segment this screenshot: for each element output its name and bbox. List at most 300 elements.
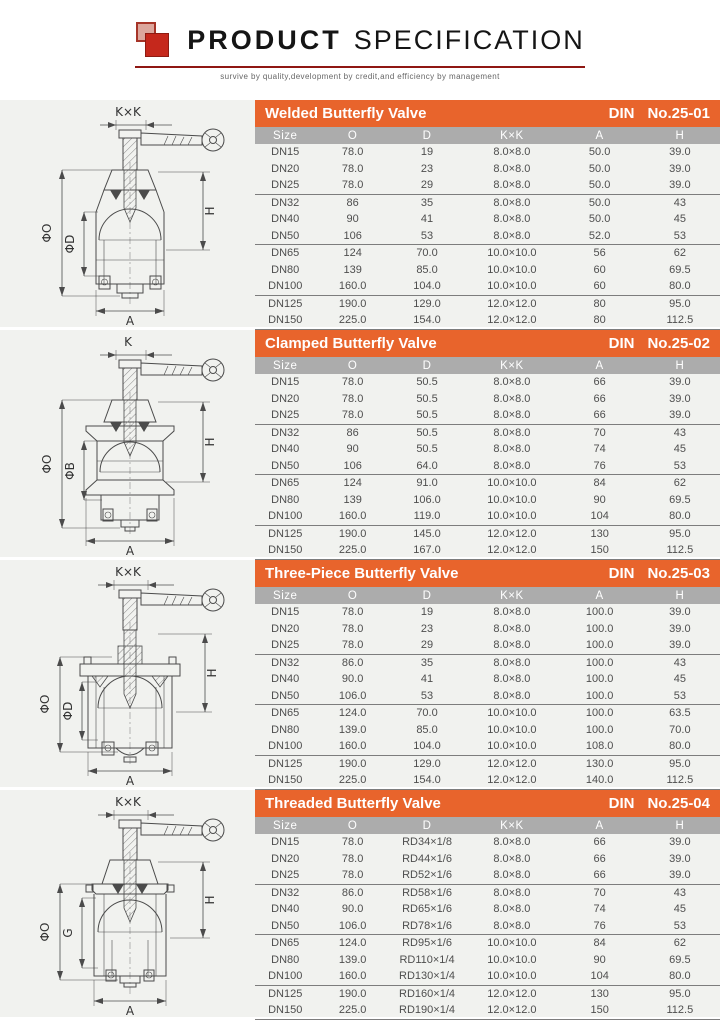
col-header-o: O — [315, 587, 389, 604]
spec-cell: 106 — [343, 229, 362, 242]
spec-cell: 10.0×10.0 — [487, 953, 537, 966]
dim-label-right: H — [203, 895, 217, 905]
spec-cell: 56 — [560, 245, 640, 262]
spec-cell: 8.0×8.0 — [493, 673, 531, 685]
spec-cell: 80.0 — [669, 740, 691, 752]
spec-cell: 130 — [560, 525, 640, 542]
spec-cell: 160.0 — [338, 510, 367, 522]
table-row — [255, 492, 720, 509]
spec-cell: 41 — [420, 213, 434, 225]
spec-cell: DN100 — [268, 280, 303, 292]
spec-cell: DN50 — [271, 229, 300, 242]
spec-cell: 8.0×8.0 — [464, 194, 559, 211]
spec-cell: 62 — [640, 245, 720, 262]
spec-cell: 70.0 — [390, 245, 464, 262]
spec-cell: 8.0×8.0 — [493, 179, 531, 191]
col-header-d: D — [390, 357, 464, 374]
spec-cell: DN150 — [255, 312, 315, 329]
spec-cell: DN32 — [255, 424, 315, 441]
spec-cell: 100.0 — [585, 606, 614, 618]
table-row — [255, 458, 720, 475]
spec-cell: 69.5 — [669, 953, 691, 966]
column-header-row — [255, 587, 720, 604]
col-header-a: A — [560, 127, 640, 144]
spec-cell: 190.0 — [315, 295, 389, 312]
spec-cell: 39.0 — [669, 376, 691, 388]
spec-cell: 78.0 — [341, 639, 364, 651]
dim-label-bottom: A — [125, 774, 135, 787]
spec-cell: 167.0 — [390, 542, 464, 559]
spec-cell: DN20 — [271, 392, 300, 405]
spec-cell: 8.0×8.0 — [493, 213, 531, 225]
spec-cell: DN80 — [271, 263, 300, 276]
spec-cell: DN80 — [271, 953, 300, 966]
table-row — [255, 211, 720, 228]
col-header-kxk: K×K — [464, 357, 559, 374]
dim-label-inner: ΦD — [61, 701, 75, 721]
spec-cell: 130.0 — [560, 755, 640, 772]
spec-cell: 104 — [590, 970, 609, 982]
spec-cell: DN150 — [255, 542, 315, 559]
spec-cell: 12.0×12.0 — [464, 755, 559, 772]
spec-cell: RD78×1/6 — [402, 919, 452, 932]
spec-cell: DN65 — [255, 935, 315, 952]
spec-cell: 62 — [640, 935, 720, 952]
spec-cell: 12.0×12.0 — [464, 985, 559, 1002]
spec-cell: 124.0 — [315, 935, 389, 952]
spec-cell: 70.0 — [669, 723, 691, 736]
table-row — [255, 161, 720, 178]
page-title — [187, 25, 585, 56]
valve-drawing-three-piece — [0, 560, 255, 787]
spec-cell: 70 — [560, 424, 640, 441]
table-row — [255, 374, 720, 391]
spec-cell: DN125 — [255, 985, 315, 1002]
spec-cell: 95.0 — [640, 985, 720, 1002]
spec-cell: 8.0×8.0 — [464, 884, 559, 901]
spec-cell: 70.0 — [390, 705, 464, 722]
spec-cell: DN25 — [271, 639, 300, 651]
dim-label-top: K×K — [115, 795, 141, 809]
spec-cell: DN40 — [271, 903, 300, 915]
spec-cell: 66 — [593, 409, 606, 421]
dim-label-right: H — [205, 668, 219, 678]
spec-cell: 124.0 — [315, 705, 389, 722]
spec-table-body — [255, 374, 720, 559]
spec-table-welded — [255, 100, 720, 327]
table-row — [255, 851, 720, 868]
table-row — [255, 278, 720, 295]
table-row — [255, 834, 720, 851]
spec-cell: 50.5 — [416, 392, 438, 405]
table-row — [255, 441, 720, 458]
spec-cell: 45 — [673, 443, 686, 455]
spec-cell: 12.0×12.0 — [464, 772, 559, 789]
spec-cell: 39.0 — [669, 606, 691, 618]
spec-cell: DN32 — [255, 884, 315, 901]
spec-cell: RD65×1/6 — [402, 903, 452, 915]
table-title: Welded Butterfly Valve — [265, 105, 427, 122]
table-row — [255, 407, 720, 424]
table-title-bar — [255, 560, 720, 587]
drawing-panel-three-piece — [0, 560, 255, 787]
spec-cell: DN100 — [268, 970, 303, 982]
spec-cell: 190.0 — [315, 525, 389, 542]
dim-label-outer: ΦO — [38, 694, 52, 714]
spec-cell: 53 — [420, 689, 434, 702]
spec-cell: DN125 — [255, 755, 315, 772]
dimension-table — [255, 817, 720, 1020]
spec-cell: 69.5 — [669, 263, 691, 276]
table-row — [255, 194, 720, 211]
spec-cell: 100.0 — [585, 639, 614, 651]
spec-cell: 50.0 — [588, 179, 611, 191]
header-divider — [135, 66, 585, 68]
dim-label-top: K×K — [115, 565, 141, 579]
dim-label-outer: ΦO — [40, 454, 54, 474]
spec-cell: 8.0×8.0 — [493, 376, 531, 388]
spec-cell: 95.0 — [640, 755, 720, 772]
spec-cell: 12.0×12.0 — [464, 1002, 559, 1019]
spec-cell: DN15 — [271, 146, 300, 158]
din-number: No.25-01 — [647, 105, 710, 122]
dim-label-top: K×K — [115, 105, 141, 119]
spec-cell: 76 — [593, 919, 606, 932]
spec-cell: 66 — [593, 392, 606, 405]
spec-cell: 50.5 — [416, 409, 438, 421]
spec-table-body — [255, 834, 720, 1019]
spec-cell: 39.0 — [669, 869, 691, 881]
spec-cell: 35 — [390, 654, 464, 671]
spec-cell: DN125 — [255, 295, 315, 312]
table-row — [255, 177, 720, 194]
spec-cell: 106.0 — [338, 689, 367, 702]
spec-cell: 106 — [343, 459, 362, 472]
spec-cell: 53 — [673, 919, 686, 932]
spec-cell: RD34×1/8 — [402, 836, 452, 848]
spec-cell: 63.5 — [640, 705, 720, 722]
spec-cell: 108.0 — [585, 740, 614, 752]
spec-cell: 43 — [640, 194, 720, 211]
spec-cell: 39.0 — [669, 836, 691, 848]
column-header-row — [255, 817, 720, 834]
spec-cell: 100.0 — [585, 622, 614, 635]
spec-cell: 10.0×10.0 — [487, 970, 537, 982]
spec-cell: DN65 — [255, 245, 315, 262]
spec-cell: 139.0 — [338, 723, 367, 736]
col-header-kxk: K×K — [464, 817, 559, 834]
spec-cell: DN80 — [271, 493, 300, 506]
spec-cell: 100.0 — [585, 673, 614, 685]
spec-cell: 124 — [315, 245, 389, 262]
spec-cell: DN20 — [271, 852, 300, 865]
col-header-o: O — [315, 357, 389, 374]
table-title: Three-Piece Butterfly Valve — [265, 565, 459, 582]
dimension-table — [255, 127, 720, 330]
table-row — [255, 1002, 720, 1019]
dim-label-inner: G — [61, 928, 75, 938]
spec-table-clamped — [255, 330, 720, 557]
spec-cell: 8.0×8.0 — [493, 606, 531, 618]
spec-cell: 50.0 — [560, 194, 640, 211]
din-number: No.25-03 — [647, 565, 710, 582]
spec-cell: 23 — [420, 162, 434, 175]
col-header-h: H — [640, 817, 720, 834]
spec-cell: DN125 — [255, 525, 315, 542]
table-title: Clamped Butterfly Valve — [265, 335, 437, 352]
table-row — [255, 262, 720, 279]
spec-cell: DN100 — [268, 510, 303, 522]
dim-label-bottom: A — [125, 314, 135, 327]
spec-cell: DN50 — [271, 459, 300, 472]
spec-cell: 190.0 — [315, 755, 389, 772]
spec-cell: 190.0 — [315, 985, 389, 1002]
spec-cell: DN32 — [255, 194, 315, 211]
table-row — [255, 722, 720, 739]
spec-cell: 78.0 — [341, 836, 364, 848]
spec-cell: DN150 — [255, 772, 315, 789]
spec-cell: 8.0×8.0 — [493, 146, 531, 158]
spec-cell: 145.0 — [390, 525, 464, 542]
spec-cell: 10.0×10.0 — [464, 245, 559, 262]
spec-table-three-piece — [255, 560, 720, 787]
col-header-h: H — [640, 587, 720, 604]
spec-cell: 8.0×8.0 — [464, 424, 559, 441]
table-row — [255, 935, 720, 952]
spec-cell: 62 — [640, 475, 720, 492]
dim-label-inner: ΦD — [63, 234, 77, 254]
col-header-size: Size — [255, 817, 315, 834]
drawing-panel-threaded — [0, 790, 255, 1017]
col-header-a: A — [560, 817, 640, 834]
spec-cell: 140.0 — [560, 772, 640, 789]
table-row — [255, 144, 720, 161]
spec-cell: 78.0 — [341, 852, 364, 865]
spec-cell: 90 — [593, 493, 606, 506]
spec-cell: RD160×1/4 — [390, 985, 464, 1002]
dim-label-right: H — [203, 206, 217, 216]
col-header-size: Size — [255, 587, 315, 604]
table-row — [255, 424, 720, 441]
col-header-d: D — [390, 587, 464, 604]
table-row — [255, 637, 720, 654]
logo-front-square — [145, 33, 169, 57]
spec-cell: 43 — [640, 424, 720, 441]
spec-cell: 8.0×8.0 — [493, 919, 531, 932]
spec-cell: 129.0 — [390, 295, 464, 312]
spec-table-body — [255, 144, 720, 329]
spec-cell: DN32 — [255, 654, 315, 671]
table-row — [255, 508, 720, 525]
spec-cell: 86.0 — [315, 654, 389, 671]
page-title-bold: PRODUCT — [187, 25, 342, 55]
spec-cell: DN65 — [255, 475, 315, 492]
spec-cell: 160.0 — [338, 970, 367, 982]
spec-cell: DN40 — [271, 673, 300, 685]
spec-cell: 53 — [673, 459, 686, 472]
spec-cell: 84 — [560, 935, 640, 952]
spec-cell: 78.0 — [341, 606, 364, 618]
spec-cell: 8.0×8.0 — [493, 639, 531, 651]
drawing-panel-clamped — [0, 330, 255, 557]
col-header-a: A — [560, 587, 640, 604]
valve-drawing-welded — [0, 100, 255, 327]
spec-cell: 53 — [673, 689, 686, 702]
table-row — [255, 621, 720, 638]
column-header-row — [255, 357, 720, 374]
spec-cell: 78.0 — [341, 146, 364, 158]
spec-cell: DN15 — [271, 606, 300, 618]
spec-cell: 104 — [590, 510, 609, 522]
spec-cell: 45 — [673, 213, 686, 225]
spec-cell: 80.0 — [669, 970, 691, 982]
spec-cell: 160.0 — [338, 740, 367, 752]
spec-cell: 90.0 — [341, 903, 364, 915]
spec-cell: 106.0 — [413, 493, 441, 506]
dim-label-right: H — [203, 437, 217, 447]
col-header-h: H — [640, 127, 720, 144]
spec-cell: 10.0×10.0 — [464, 475, 559, 492]
col-header-o: O — [315, 127, 389, 144]
table-row — [255, 688, 720, 705]
spec-cell: DN150 — [255, 1002, 315, 1019]
spec-cell: 53 — [673, 229, 686, 242]
dim-label-bottom: A — [125, 544, 135, 557]
spec-cell: 50.5 — [390, 424, 464, 441]
table-row — [255, 867, 720, 884]
drawing-panel-welded — [0, 100, 255, 327]
spec-cell: 45 — [673, 673, 686, 685]
spec-cell: 69.5 — [669, 493, 691, 506]
spec-cell: 19 — [420, 146, 434, 158]
spec-cell: DN20 — [271, 162, 300, 175]
table-row — [255, 542, 720, 559]
spec-cell: 124 — [315, 475, 389, 492]
spec-cell: 70 — [560, 884, 640, 901]
spec-cell: 10.0×10.0 — [464, 705, 559, 722]
din-label: DIN — [608, 795, 635, 812]
col-header-kxk: K×K — [464, 587, 559, 604]
spec-cell: 119.0 — [413, 510, 441, 522]
spec-cell: 66 — [593, 852, 606, 865]
spec-cell: 8.0×8.0 — [493, 409, 531, 421]
dim-label-outer: ΦO — [40, 223, 54, 243]
spec-cell: 78.0 — [341, 869, 364, 881]
column-header-row — [255, 127, 720, 144]
content — [0, 100, 720, 1017]
spec-cell: 10.0×10.0 — [487, 493, 537, 506]
col-header-d: D — [390, 127, 464, 144]
spec-cell: 12.0×12.0 — [464, 295, 559, 312]
spec-cell: 39.0 — [669, 146, 691, 158]
spec-cell: RD95×1/6 — [390, 935, 464, 952]
spec-cell: 80 — [560, 295, 640, 312]
spec-cell: 39.0 — [669, 639, 691, 651]
spec-cell: 74 — [593, 443, 606, 455]
spec-cell: 8.0×8.0 — [493, 162, 531, 175]
spec-cell: 64.0 — [416, 459, 438, 472]
table-row — [255, 604, 720, 621]
spec-cell: 90.0 — [341, 673, 364, 685]
spec-cell: 8.0×8.0 — [464, 654, 559, 671]
spec-cell: 39.0 — [669, 852, 691, 865]
spec-cell: DN25 — [271, 409, 300, 421]
col-header-d: D — [390, 817, 464, 834]
spec-cell: 8.0×8.0 — [493, 852, 531, 865]
spec-cell: 10.0×10.0 — [487, 263, 537, 276]
spec-cell: 95.0 — [640, 295, 720, 312]
spec-cell: 80.0 — [669, 510, 691, 522]
spec-cell: 90 — [593, 953, 606, 966]
spec-cell: 150 — [560, 542, 640, 559]
spec-cell: 100.0 — [560, 654, 640, 671]
spec-cell: 78.0 — [341, 162, 364, 175]
spec-cell: 86 — [315, 194, 389, 211]
valve-drawing-clamped — [0, 330, 255, 557]
spec-cell: 225.0 — [315, 772, 389, 789]
spec-cell: 39.0 — [669, 179, 691, 191]
spec-cell: 66 — [593, 376, 606, 388]
table-row — [255, 985, 720, 1002]
spec-cell: 10.0×10.0 — [487, 510, 537, 522]
spec-cell: 39.0 — [669, 162, 691, 175]
spec-cell: 90 — [346, 213, 359, 225]
spec-cell: 76 — [593, 459, 606, 472]
spec-cell: 8.0×8.0 — [493, 869, 531, 881]
spec-cell: 8.0×8.0 — [493, 229, 531, 242]
spec-cell: 50.0 — [588, 213, 611, 225]
spec-cell: 53 — [420, 229, 434, 242]
spec-cell: 112.5 — [640, 1002, 720, 1019]
spec-cell: 154.0 — [390, 772, 464, 789]
table-row — [255, 705, 720, 722]
spec-cell: 39.0 — [669, 409, 691, 421]
spec-cell: DN15 — [271, 376, 300, 388]
spec-cell: 86.0 — [315, 884, 389, 901]
section-clamped — [0, 330, 720, 557]
col-header-h: H — [640, 357, 720, 374]
spec-cell: 43 — [640, 884, 720, 901]
spec-cell: 80.0 — [669, 280, 691, 292]
spec-cell: 66 — [593, 836, 606, 848]
din-number: No.25-02 — [647, 335, 710, 352]
spec-cell: 10.0×10.0 — [487, 740, 537, 752]
spec-cell: 43 — [640, 654, 720, 671]
spec-cell: DN50 — [271, 689, 300, 702]
spec-cell: DN65 — [255, 705, 315, 722]
spec-cell: RD58×1/6 — [390, 884, 464, 901]
col-header-size: Size — [255, 357, 315, 374]
spec-cell: 66 — [593, 869, 606, 881]
din-label: DIN — [608, 335, 635, 352]
spec-cell: 60 — [593, 280, 606, 292]
spec-cell: 50.5 — [416, 376, 438, 388]
spec-cell: 225.0 — [315, 542, 389, 559]
spec-cell: DN25 — [271, 179, 300, 191]
spec-cell: DN50 — [271, 919, 300, 932]
table-row — [255, 228, 720, 245]
spec-cell: 90 — [346, 443, 359, 455]
table-row — [255, 671, 720, 688]
table-row — [255, 525, 720, 542]
spec-cell: DN40 — [271, 213, 300, 225]
spec-cell: 8.0×8.0 — [493, 622, 531, 635]
spec-cell: DN80 — [271, 723, 300, 736]
spec-table-threaded — [255, 790, 720, 1017]
spec-cell: 78.0 — [341, 376, 364, 388]
spec-cell: 154.0 — [390, 312, 464, 329]
section-three-piece — [0, 560, 720, 787]
